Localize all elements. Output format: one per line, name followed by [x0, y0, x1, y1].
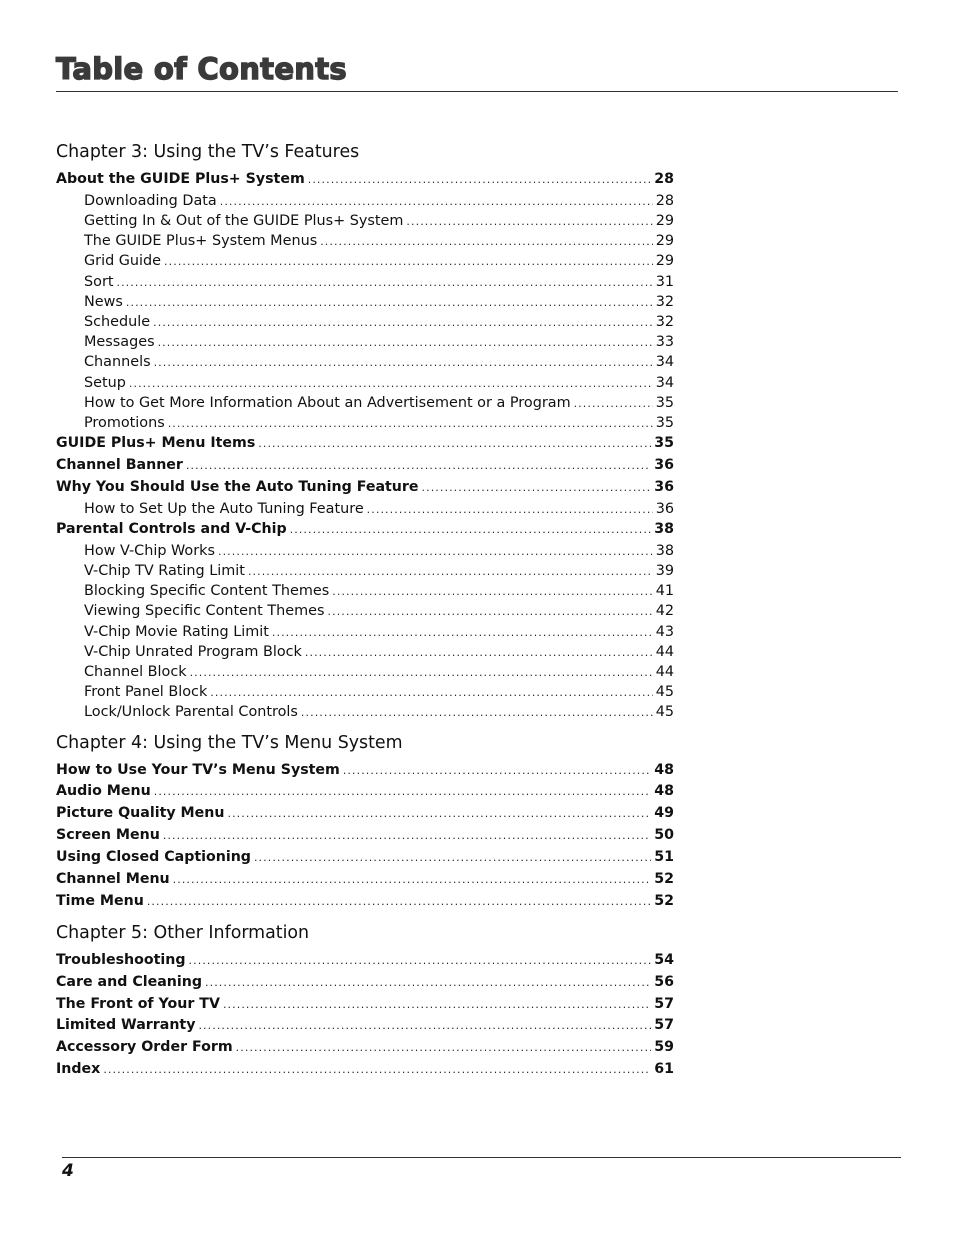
toc-subsection-entry[interactable]: [56, 373, 674, 393]
dot-leader: [320, 232, 653, 252]
toc-subsection-entry[interactable]: [56, 393, 674, 413]
toc-entry-page: 57: [654, 995, 674, 1012]
toc-subsection-entry[interactable]: [56, 211, 674, 231]
toc-section-entry[interactable]: [56, 950, 674, 972]
toc-entry-page: 32: [655, 314, 674, 331]
toc-entry-title: Getting In & Out of the GUIDE Plus+ System: [84, 213, 404, 230]
dot-leader: [186, 455, 651, 477]
toc-entry-title: The GUIDE Plus+ System Menus: [84, 233, 318, 250]
toc-entry-page: 54: [654, 951, 674, 968]
dot-leader: [254, 847, 651, 869]
footer-divider: [62, 1157, 901, 1158]
dot-leader: [147, 891, 651, 913]
toc-section-entry[interactable]: [56, 519, 674, 541]
toc-entry-page: 50: [654, 827, 674, 844]
toc-entry-page: 29: [655, 233, 674, 250]
toc-entry-title: V-Chip TV Rating Limit: [84, 563, 245, 580]
toc-entry-title: How to Use Your TV’s Menu System: [56, 761, 340, 778]
toc-entry-title: Downloading Data: [84, 192, 217, 209]
dot-leader: [406, 212, 652, 232]
toc-entry-page: 57: [654, 1017, 674, 1034]
dot-leader: [272, 623, 653, 643]
toc-entry-page: 32: [655, 293, 674, 310]
toc-subsection-entry[interactable]: [56, 581, 674, 601]
toc-entry-page: 28: [654, 171, 674, 187]
dot-leader: [248, 562, 653, 582]
toc-subsection-entry[interactable]: [56, 312, 674, 332]
dot-leader: [223, 994, 651, 1016]
dot-leader: [227, 803, 651, 825]
dot-leader: [154, 781, 652, 803]
toc-section-entry[interactable]: [56, 1059, 674, 1081]
toc-entry-page: 31: [655, 273, 674, 290]
toc-entry-title: Setup: [84, 374, 126, 391]
toc-entry-page: 36: [655, 500, 674, 517]
toc-entry-page: 36: [654, 457, 674, 474]
toc-entry-page: 34: [655, 374, 674, 391]
toc-entry-page: 51: [654, 849, 674, 866]
toc-entry-page: 52: [654, 871, 674, 888]
dot-leader: [168, 414, 653, 434]
toc-entry-page: 35: [654, 435, 674, 452]
dot-leader: [158, 333, 653, 353]
dot-leader: [308, 169, 652, 191]
toc-subsection-entry[interactable]: [56, 352, 674, 372]
toc-entry-title: Why You Should Use the Auto Tuning Feature: [56, 478, 419, 495]
dot-leader: [190, 663, 653, 683]
toc-section-entry[interactable]: [56, 169, 674, 191]
table-of-contents: [56, 138, 674, 1081]
dot-leader: [103, 1059, 651, 1081]
toc-subsection-entry[interactable]: [56, 662, 674, 682]
dot-leader: [367, 500, 653, 520]
toc-entry-page: 44: [655, 643, 674, 660]
dot-leader: [126, 293, 653, 313]
chapter-heading: Chapter 3: Using the TV’s Features: [56, 142, 360, 162]
dot-leader: [164, 252, 653, 272]
toc-entry-title: Viewing Specific Content Themes: [84, 603, 325, 620]
toc-entry-title: Messages: [84, 334, 155, 351]
toc-entry-title: Schedule: [84, 314, 151, 331]
toc-entry-page: 33: [655, 334, 674, 351]
toc-entry-title: Grid Guide: [84, 253, 162, 270]
toc-subsection-entry[interactable]: [56, 251, 674, 271]
toc-subsection-entry[interactable]: [56, 642, 674, 662]
toc-entry-title: Screen Menu: [56, 827, 160, 844]
toc-entry-page: 38: [655, 542, 674, 559]
title-divider: [56, 91, 898, 92]
toc-subsection-entry[interactable]: [56, 231, 674, 251]
toc-entry-title: Channel Block: [84, 664, 187, 681]
toc-entry-page: 43: [655, 623, 674, 640]
toc-entry-title: V-Chip Unrated Program Block: [84, 643, 302, 660]
toc-entry-title: Troubleshooting: [56, 951, 186, 968]
toc-subsection-entry[interactable]: [56, 561, 674, 581]
toc-entry-title: GUIDE Plus+ Menu Items: [56, 435, 256, 452]
toc-entry-title: Promotions: [84, 414, 165, 431]
toc-subsection-entry[interactable]: [56, 702, 674, 722]
dot-leader: [129, 374, 653, 394]
toc-entry-title: Care and Cleaning: [56, 973, 203, 990]
dot-leader: [218, 542, 653, 562]
dot-leader: [328, 602, 653, 622]
toc-entry-page: 34: [655, 354, 674, 371]
toc-subsection-entry[interactable]: [56, 272, 674, 292]
dot-leader: [422, 477, 652, 499]
toc-entry-page: 56: [654, 973, 674, 990]
dot-leader: [574, 394, 653, 414]
toc-entry-title: Limited Warranty: [56, 1017, 196, 1034]
toc-entry-page: 29: [655, 253, 674, 270]
toc-entry-title: Blocking Specific Content Themes: [84, 583, 330, 600]
page-title: Table of Contents: [56, 52, 347, 86]
toc-entry-title: News: [84, 293, 123, 310]
toc-entry-page: 41: [655, 583, 674, 600]
dot-leader: [290, 519, 652, 541]
toc-entry-page: 61: [654, 1061, 674, 1078]
toc-section-entry[interactable]: [56, 433, 674, 455]
toc-entry-page: 48: [654, 783, 674, 800]
toc-subsection-entry[interactable]: [56, 682, 674, 702]
dot-leader: [189, 950, 652, 972]
toc-entry-page: 52: [654, 892, 674, 909]
toc-section-entry[interactable]: [56, 825, 674, 847]
toc-entry-title: How to Set Up the Auto Tuning Feature: [84, 500, 364, 517]
toc-subsection-entry[interactable]: [56, 332, 674, 352]
dot-leader: [153, 313, 653, 333]
toc-section-entry[interactable]: [56, 760, 674, 782]
toc-entry-page: 49: [654, 805, 674, 822]
toc-section-entry[interactable]: [56, 781, 674, 803]
dot-leader: [220, 192, 653, 212]
toc-subsection-entry[interactable]: [56, 601, 674, 621]
toc-entry-page: 45: [655, 684, 674, 701]
toc-entry-title: V-Chip Movie Rating Limit: [84, 623, 269, 640]
toc-entry-title: Channel Menu: [56, 871, 170, 888]
dot-leader: [301, 703, 653, 723]
toc-entry-title: How V-Chip Works: [84, 542, 215, 559]
dot-leader: [117, 273, 653, 293]
dot-leader: [343, 760, 651, 782]
toc-entry-title: Picture Quality Menu: [56, 805, 225, 822]
dot-leader: [236, 1037, 652, 1059]
toc-subsection-entry[interactable]: [56, 191, 674, 211]
toc-section-entry[interactable]: [56, 972, 674, 994]
toc-section-entry[interactable]: [56, 455, 674, 477]
toc-section-entry[interactable]: [56, 994, 674, 1016]
toc-section-entry[interactable]: [56, 477, 674, 499]
toc-entry-title: Lock/Unlock Parental Controls: [84, 704, 298, 721]
toc-section-entry[interactable]: [56, 891, 674, 913]
toc-entry-page: 29: [655, 213, 674, 230]
toc-entry-page: 44: [655, 664, 674, 681]
toc-entry-title: How to Get More Information About an Advertisement or a Program: [84, 394, 571, 411]
toc-subsection-entry[interactable]: [56, 413, 674, 433]
dot-leader: [258, 433, 651, 455]
toc-entry-page: 42: [655, 603, 674, 620]
toc-entry-title: Parental Controls and V-Chip: [56, 521, 287, 537]
toc-entry-title: Index: [56, 1061, 101, 1078]
toc-section-entry[interactable]: [56, 1015, 674, 1037]
toc-entry-title: Sort: [84, 273, 114, 290]
toc-subsection-entry[interactable]: [56, 541, 674, 561]
toc-entry-page: 28: [655, 192, 674, 209]
toc-entry-page: 35: [655, 394, 674, 411]
dot-leader: [198, 1015, 651, 1037]
toc-entry-title: Channels: [84, 354, 151, 371]
toc-entry-title: Front Panel Block: [84, 684, 208, 701]
toc-entry-page: 36: [654, 478, 674, 495]
toc-subsection-entry[interactable]: [56, 292, 674, 312]
toc-section-entry[interactable]: [56, 1037, 674, 1059]
toc-entry-title: Using Closed Captioning: [56, 849, 251, 866]
dot-leader: [154, 353, 653, 373]
page-number: 4: [62, 1161, 74, 1181]
dot-leader: [332, 582, 652, 602]
dot-leader: [205, 972, 651, 994]
toc-entry-title: Accessory Order Form: [56, 1039, 233, 1056]
toc-entry-page: 35: [655, 414, 674, 431]
dot-leader: [163, 825, 651, 847]
toc-entry-title: About the GUIDE Plus+ System: [56, 171, 305, 187]
dot-leader: [173, 869, 652, 891]
toc-subsection-entry[interactable]: [56, 499, 674, 519]
toc-entry-page: 45: [655, 704, 674, 721]
toc-section-entry[interactable]: [56, 803, 674, 825]
toc-entry-page: 59: [654, 1039, 674, 1056]
toc-section-entry[interactable]: [56, 847, 674, 869]
toc-subsection-entry[interactable]: [56, 622, 674, 642]
dot-leader: [305, 643, 653, 663]
toc-entry-title: Time Menu: [56, 892, 144, 909]
toc-entry-title: The Front of Your TV: [56, 995, 220, 1012]
toc-section-entry[interactable]: [56, 869, 674, 891]
toc-entry-page: 48: [654, 761, 674, 778]
chapter-heading: Chapter 4: Using the TV’s Menu System: [56, 732, 403, 753]
toc-entry-title: Channel Banner: [56, 457, 183, 474]
dot-leader: [210, 683, 652, 703]
toc-entry-page: 38: [654, 521, 674, 537]
chapter-heading: Chapter 5: Other Information: [56, 922, 310, 943]
toc-entry-title: Audio Menu: [56, 783, 151, 800]
toc-entry-page: 39: [655, 563, 674, 580]
